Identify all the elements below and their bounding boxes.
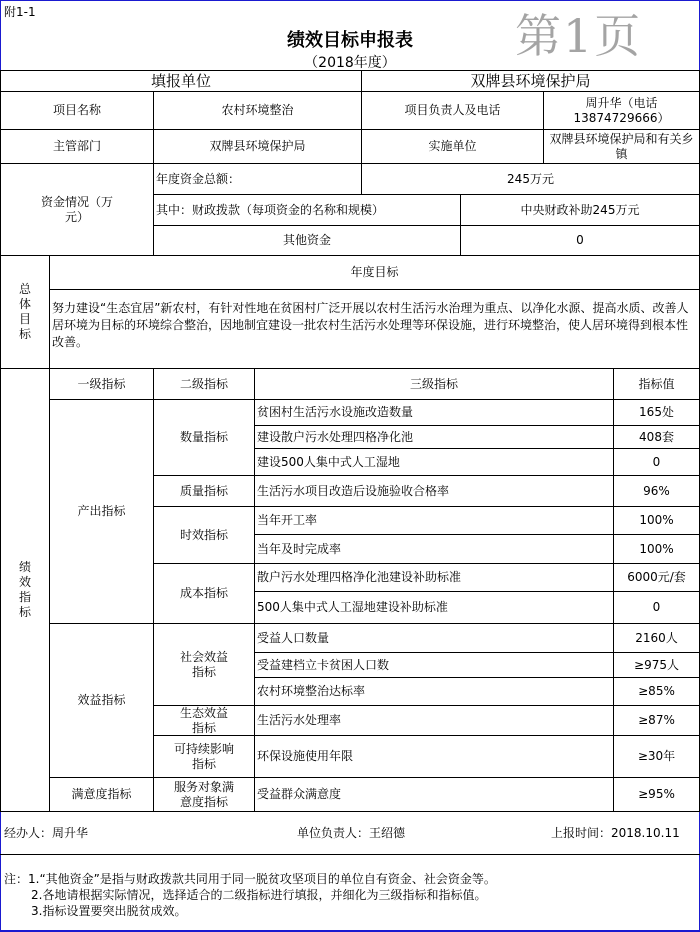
indicator-value: 408套 [613, 425, 700, 449]
funding-fiscal-value: 中央财政补助245万元 [460, 194, 700, 226]
dept-label: 主管部门 [0, 129, 154, 164]
reporting-unit-label: 填报单位 [0, 70, 362, 92]
note-2: 2.各地请根据实际情况，选择适合的二级指标进行填报，并细化为三级指标和指标值。 [31, 888, 487, 902]
level3-indicator: 环保设施使用年限 [254, 735, 614, 778]
level3-indicator: 建设散户污水处理四格净化池 [254, 425, 614, 449]
indicator-value: ≥87% [613, 705, 700, 736]
funding-total-label: 年度资金总额： [153, 163, 362, 195]
annual-goal-text: 努力建设“生态宜居”新农村，有针对性地在贫困村广泛开展以农村生活污水治理为重点、以净化水源、提高水质、改善人居环境为目标的环境综合整治，因地制宜建设一批农村生活污水处理等环保设施，进行环境整治，使人居环境得到根本性改善。 [49, 289, 700, 369]
level2-service-satisfaction: 服务对象满意度指标 [153, 777, 255, 812]
level2-cost: 成本指标 [153, 563, 255, 624]
page-watermark: 第1页 [515, 9, 643, 63]
funding-other-label: 其他资金 [153, 225, 461, 256]
header-level1: 一级指标 [49, 368, 154, 400]
level3-indicator: 500人集中式人工湿地建设补助标准 [254, 591, 614, 624]
level3-indicator: 生活污水处理率 [254, 705, 614, 736]
overall-goal-label: 总体目标 [0, 255, 50, 369]
project-name-value: 农村环境整治 [153, 91, 362, 130]
report-date: 上报时间：2018.10.11 [551, 826, 680, 840]
annual-goal-header: 年度目标 [49, 255, 700, 290]
level3-indicator: 受益群众满意度 [254, 777, 614, 812]
level3-indicator: 贫困村生活污水设施改造数量 [254, 399, 614, 426]
attachment-number: 附1-1 [4, 5, 36, 19]
level1-benefit: 效益指标 [49, 623, 154, 778]
funding-fiscal-label: 其中：财政拨款（每项资金的名称和规模） [153, 194, 461, 226]
project-lead-label: 项目负责人及电话 [361, 91, 544, 130]
level1-satisfaction: 满意度指标 [49, 777, 154, 812]
project-lead-value: 周升华（电话13874729666） [543, 91, 700, 130]
level3-indicator: 受益建档立卡贫困人口数 [254, 652, 614, 678]
level2-timeliness: 时效指标 [153, 506, 255, 564]
header-level3: 三级指标 [254, 368, 614, 400]
level3-indicator: 建设500人集中式人工湿地 [254, 448, 614, 476]
impl-value: 双牌县环境保护局和有关乡镇 [543, 129, 700, 164]
unit-head: 单位负责人：王绍德 [297, 826, 406, 840]
level2-quantity: 数量指标 [153, 399, 255, 476]
level3-indicator: 生活污水项目改造后设施验收合格率 [254, 475, 614, 507]
indicator-value: 0 [613, 591, 700, 624]
indicator-value: 2160人 [613, 623, 700, 653]
indicator-value: ≥85% [613, 677, 700, 706]
indicator-value: 96% [613, 475, 700, 507]
indicator-value: 100% [613, 534, 700, 564]
header-level2: 二级指标 [153, 368, 255, 400]
indicator-value: ≥95% [613, 777, 700, 812]
indicator-value: ≥30年 [613, 735, 700, 778]
note-3: 3.指标设置要突出脱贫成效。 [31, 904, 187, 918]
level1-output: 产出指标 [49, 399, 154, 624]
impl-label: 实施单位 [361, 129, 544, 164]
funding-total-value: 245万元 [361, 163, 700, 195]
note-1: 注：1.“其他资金”是指与财政拨款共同用于同一脱贫攻坚项目的单位自有资金、社会资金等。 [4, 872, 496, 886]
level3-indicator: 当年及时完成率 [254, 534, 614, 564]
level3-indicator: 当年开工率 [254, 506, 614, 535]
level2-social: 社会效益指标 [153, 623, 255, 706]
level3-indicator: 散户污水处理四格净化池建设补助标准 [254, 563, 614, 592]
level2-quality: 质量指标 [153, 475, 255, 507]
header-value: 指标值 [613, 368, 700, 400]
level3-indicator: 受益人口数量 [254, 623, 614, 653]
level2-ecological: 生态效益指标 [153, 705, 255, 736]
divider [0, 811, 700, 812]
indicator-value: 0 [613, 448, 700, 476]
handler: 经办人：周升华 [4, 826, 89, 840]
divider [0, 854, 700, 855]
page-subtitle: （2018年度） [304, 55, 396, 71]
indicator-value: 100% [613, 506, 700, 535]
funding-other-value: 0 [460, 225, 700, 256]
indicator-value: ≥975人 [613, 652, 700, 678]
reporting-unit-value: 双牌县环境保护局 [361, 70, 700, 92]
funding-label: 资金情况（万元） [0, 163, 154, 256]
performance-label: 绩效指标 [0, 368, 50, 812]
level3-indicator: 农村环境整治达标率 [254, 677, 614, 706]
level2-sustainable: 可持续影响指标 [153, 735, 255, 778]
dept-value: 双牌县环境保护局 [153, 129, 362, 164]
page-title: 绩效目标申报表 [287, 30, 413, 51]
indicator-value: 165处 [613, 399, 700, 426]
indicator-value: 6000元/套 [613, 563, 700, 592]
project-name-label: 项目名称 [0, 91, 154, 130]
